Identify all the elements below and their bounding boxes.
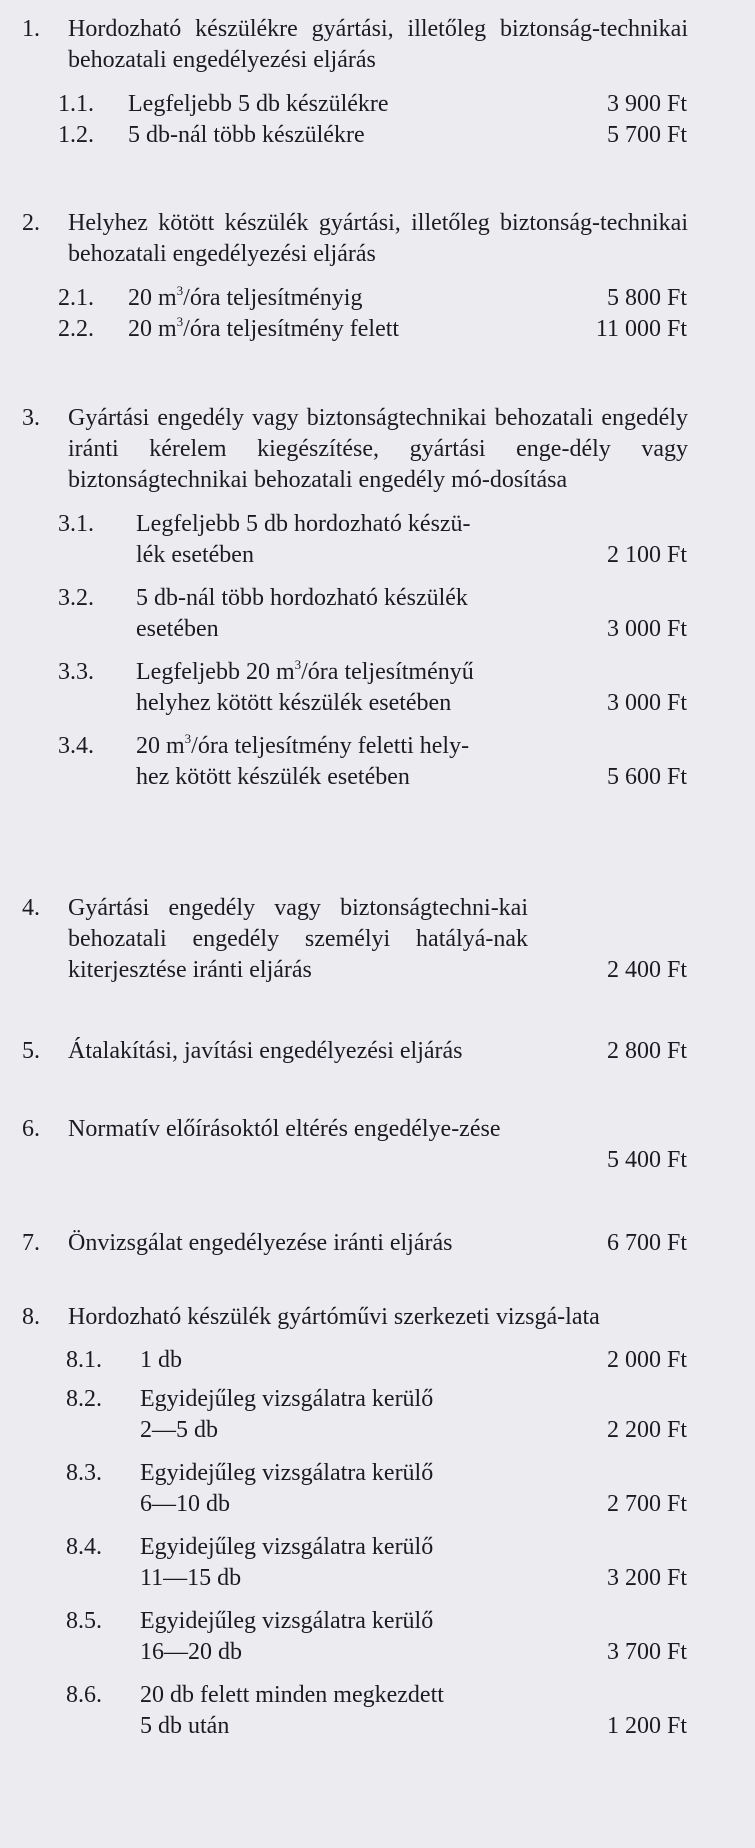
- item-number: 3.2.: [58, 585, 94, 611]
- section-title: Gyártási engedély vagy biztonságtechnikai behozatali engedély iránti kérelem kiegészítése, gyártási enge-dély vagy biztonságtechnikai behozatali engedély mó-dosítása: [68, 405, 688, 493]
- section-title: Hordozható készülékre gyártási, illetőleg biztonság-technikai behozatali engedélyezési eljárás: [68, 16, 688, 73]
- section-price: 2 800 Ft: [606, 1038, 687, 1064]
- fee-row: [0, 583, 755, 645]
- section-8: [0, 1302, 755, 1742]
- fee-row: [0, 283, 755, 314]
- section-1: [0, 14, 755, 151]
- section-number: 4.: [22, 895, 40, 921]
- section-6: [0, 1114, 755, 1173]
- item-price: 3 900 Ft: [606, 91, 687, 117]
- section-heading: [22, 403, 688, 496]
- item-label: Egyidejűleg vizsgálatra kerülő 2—5 db: [140, 1386, 434, 1443]
- section-title: Önvizsgálat engedélyezése iránti eljárás: [68, 1230, 453, 1256]
- item-label: Legfeljebb 5 db hordozható készü- lék esetében: [136, 511, 471, 568]
- fee-row: [0, 89, 755, 120]
- item-number: 3.1.: [58, 511, 94, 537]
- section-number: 7.: [22, 1230, 40, 1256]
- item-price: 3 000 Ft: [606, 616, 687, 642]
- item-number: 3.3.: [58, 659, 94, 685]
- section-price: 5 400 Ft: [606, 1147, 687, 1173]
- section-number: 5.: [22, 1038, 40, 1064]
- section-title: Helyhez kötött készülék gyártási, illetőleg biztonság-technikai behozatali engedélyezési eljárás: [68, 210, 688, 267]
- section-price: 6 700 Ft: [606, 1230, 687, 1256]
- fee-row: [0, 731, 755, 793]
- item-number: 8.4.: [66, 1534, 102, 1560]
- item-price: 2 200 Ft: [606, 1417, 687, 1443]
- item-price: 5 800 Ft: [606, 285, 687, 311]
- fee-row: [0, 1532, 755, 1594]
- section-7: [0, 1228, 755, 1259]
- section-heading: [22, 893, 528, 986]
- fee-row: [0, 509, 755, 571]
- section-title: Normatív előírásoktól eltérés engedélye-zése: [68, 1116, 501, 1142]
- item-label: Egyidejűleg vizsgálatra kerülő 11—15 db: [140, 1534, 434, 1591]
- item-number: 3.4.: [58, 733, 94, 759]
- item-label: Egyidejűleg vizsgálatra kerülő 16—20 db: [140, 1608, 434, 1665]
- item-price: 11 000 Ft: [595, 316, 687, 342]
- item-price: 5 700 Ft: [606, 122, 687, 148]
- item-price: 5 600 Ft: [606, 764, 687, 790]
- item-label: 20 $m^3$/óra teljesítményig: [128, 283, 363, 311]
- section-heading: [22, 1228, 548, 1259]
- section-title: Átalakítási, javítási engedélyezési eljárás: [68, 1038, 463, 1064]
- item-number: 8.3.: [66, 1460, 102, 1486]
- fee-row: [0, 1680, 755, 1742]
- item-price: 3 200 Ft: [606, 1565, 687, 1591]
- item-label: Egyidejűleg vizsgálatra kerülő 6—10 db: [140, 1460, 434, 1517]
- item-number: 1.2.: [58, 122, 94, 148]
- section-3: [0, 403, 755, 793]
- section-heading: [22, 1302, 688, 1333]
- item-number: 8.6.: [66, 1682, 102, 1708]
- item-label: 5 db-nál több hordozható készülék esetében: [136, 585, 468, 642]
- fee-row: [0, 120, 755, 151]
- section-number: 6.: [22, 1116, 40, 1142]
- item-number: 8.1.: [66, 1347, 102, 1373]
- section-heading: [22, 1036, 548, 1067]
- item-price: 1 200 Ft: [606, 1713, 687, 1739]
- item-number: 8.2.: [66, 1386, 102, 1412]
- item-label: 20 $m^3$/óra teljesítmény feletti hely- hez kötött készülék esetében: [136, 731, 470, 790]
- section-number: 8.: [22, 1304, 40, 1330]
- item-number: 1.1.: [58, 91, 94, 117]
- section-title: Gyártási engedély vagy biztonságtechni-kai behozatali engedély személyi hatályá-nak kiterjesztése iránti eljárás: [68, 895, 528, 983]
- fee-row: [0, 1384, 755, 1446]
- item-label: 5 db-nál több készülékre: [128, 122, 365, 148]
- item-price: 3 000 Ft: [606, 690, 687, 716]
- item-label: Legfeljebb 20 $m^3$/óra teljesítményű helyhez kötött készülék esetében: [136, 657, 474, 716]
- item-label: 20 $m^3$/óra teljesítmény felett: [128, 314, 400, 342]
- fee-row: [0, 314, 755, 345]
- fee-row: [0, 1606, 755, 1668]
- item-price: 3 700 Ft: [606, 1639, 687, 1665]
- fee-row: [0, 1458, 755, 1520]
- item-price: 2 000 Ft: [606, 1347, 687, 1373]
- item-label: 1 db: [140, 1347, 182, 1373]
- section-heading: [22, 1114, 550, 1145]
- section-price: 2 400 Ft: [606, 957, 687, 983]
- item-label: Legfeljebb 5 db készülékre: [128, 91, 389, 117]
- section-number: 2.: [22, 210, 40, 236]
- item-price: 2 100 Ft: [606, 542, 687, 568]
- section-number: 3.: [22, 405, 40, 431]
- section-number: 1.: [22, 16, 40, 42]
- section-heading: [22, 208, 688, 270]
- fee-row: [0, 657, 755, 719]
- section-5: [0, 1036, 755, 1067]
- item-label: 20 db felett minden megkezdett 5 db után: [140, 1682, 444, 1739]
- section-title: Hordozható készülék gyártóművi szerkezeti vizsgá-lata: [68, 1304, 600, 1330]
- section-4: [0, 893, 755, 986]
- item-number: 2.1.: [58, 285, 94, 311]
- item-number: 8.5.: [66, 1608, 102, 1634]
- item-number: 2.2.: [58, 316, 94, 342]
- section-heading: [22, 14, 688, 76]
- item-price: 2 700 Ft: [606, 1491, 687, 1517]
- section-2: [0, 208, 755, 345]
- fee-row: [0, 1345, 755, 1376]
